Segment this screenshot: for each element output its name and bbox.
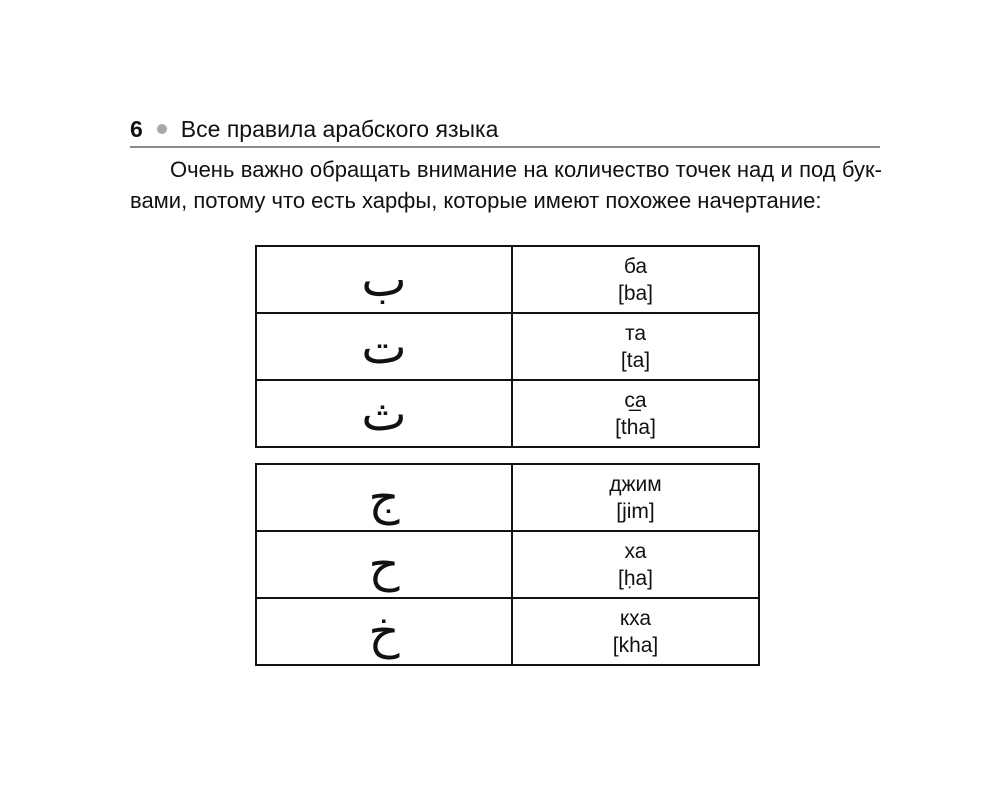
intro-line: Очень важно обращать внимание на количество точек над и под бук- (170, 157, 882, 182)
table-row (256, 380, 759, 447)
letter-name: та (624, 321, 647, 345)
page-number: 6 (130, 115, 143, 142)
arabic-letter-ta: ت (256, 313, 512, 380)
letter-transliteration: [ta] (620, 348, 651, 372)
letter-name: кха (619, 606, 652, 630)
table-row (256, 531, 759, 598)
arabic-letter-kha: خ (256, 598, 512, 665)
header-bullet (157, 124, 167, 134)
arabic-letter-tha: ث (256, 380, 512, 447)
letter-name-cell (512, 464, 759, 531)
letter-name: ба (623, 254, 648, 278)
letter-name: ха (624, 539, 647, 563)
arabic-letter-ba: ب (256, 246, 512, 313)
table-row (256, 246, 759, 313)
intro-paragraph (130, 154, 882, 216)
table-row (256, 313, 759, 380)
letter-transliteration: [tha] (615, 415, 656, 439)
table-row (256, 598, 759, 665)
table-row (256, 464, 759, 531)
book-title: Все правила арабского языка (180, 115, 499, 142)
letter-transliteration: [ba] (617, 281, 654, 305)
letter-name-cell (512, 598, 759, 665)
letter-name: джим (609, 472, 662, 496)
intro-line: вами, потому что есть харфы, которые имеют похожее начертание: (130, 188, 822, 213)
letter-table-jim-group (255, 463, 760, 666)
running-header (130, 112, 880, 148)
letter-name-cell (512, 380, 759, 447)
letter-table-dots (255, 245, 760, 448)
letter-name-cell (512, 313, 759, 380)
arabic-letter-ha: ح (256, 531, 512, 598)
letter-name-cell (512, 531, 759, 598)
letter-transliteration: [kha] (612, 633, 659, 657)
arabic-letter-jim: ج (256, 464, 512, 531)
letter-name: с̲а (624, 388, 647, 412)
letter-name-cell (512, 246, 759, 313)
letter-transliteration: [jim] (616, 499, 655, 523)
letter-transliteration: [ḥa] (617, 566, 654, 590)
